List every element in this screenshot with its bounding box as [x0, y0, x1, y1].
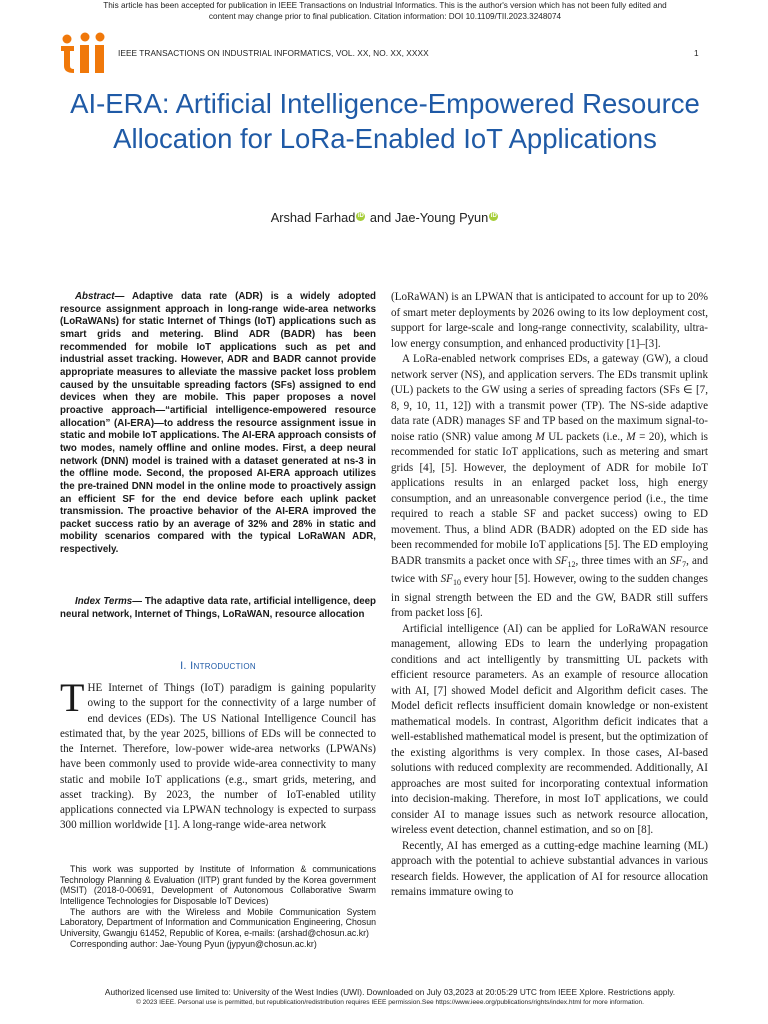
math-var: SF: [440, 573, 453, 586]
math-sub: 10: [452, 578, 461, 588]
author-list: [130, 210, 640, 225]
math-var: M: [626, 430, 636, 443]
body-text: A LoRa-enabled network comprises EDs, a gateway (GW), a cloud network server (NS), and application servers. The EDs transmit uplink (UL) packets to the GW using a series of spreading factors (SFs ∈ [7, 8, 9, 10, 11, 12]) with a transmit power (TP). The NS-side adaptive data rate (ADR) manages SF and TP based on the maximum signal-to-noise ratio (SNR) value among: [391, 353, 708, 443]
license-notice: [40, 987, 740, 1008]
math-var: SF: [669, 554, 683, 567]
section-heading: [60, 660, 376, 672]
abstract: [60, 291, 376, 557]
author-connector: and: [366, 210, 395, 225]
math-sub: 7: [682, 559, 687, 569]
section-title: Introduction: [190, 660, 256, 672]
section-number: I.: [180, 660, 187, 672]
author-second: Jae-Young Pyun: [394, 210, 489, 225]
paper-title: AI-ERA: Artificial Intelligence-Empowered Resource Allocation for LoRa-Enabled IoT Applications: [70, 88, 700, 154]
top-notice: [90, 0, 680, 22]
abstract-lead: Abstract: [75, 291, 115, 302]
orcid-icon[interactable]: iD: [490, 213, 497, 219]
index-terms-text: — The adaptive data rate, artificial intelligence, deep neural network, Internet of Things, LoRaWAN, resource allocation: [60, 596, 377, 620]
math-var: M: [535, 430, 545, 443]
license-line2[interactable]: © 2023 IEEE. Personal use is permitted, but republication/redistribution requires IEEE permission.See https://www.ieee.org/publications/rights/index.html for more information.: [135, 999, 645, 1006]
page-number: 1: [694, 48, 699, 58]
author-first: Arshad Farhad: [270, 210, 356, 225]
footnote-corresponding: Corresponding author: Jae-Young Pyun (jypyun@chosun.ac.kr): [70, 938, 317, 949]
math-sub: 12: [567, 559, 576, 569]
index-terms-lead: Index Terms: [75, 596, 133, 607]
body-text: , three times with an: [575, 554, 670, 567]
tii-logo: [58, 32, 108, 74]
body-text: , and twice with: [391, 554, 708, 586]
math-var: SF: [555, 554, 568, 567]
orcid-icon[interactable]: iD: [357, 213, 364, 219]
body-paragraph: [391, 352, 708, 622]
footnote-funding: This work was supported by Institute of Information & communications Technology Planning & Evaluation (IITP) grant funded by the Korea government (MSIT) (2018-0-00691, Development of Autonomous Collaborative Swarm Intelligence Technologies for Disposable IoT Devices): [60, 864, 376, 906]
right-column: [391, 290, 708, 901]
body-paragraph: Recently, AI has emerged as a cutting-edge machine learning (ML) approach with the potential to achieve substantial advances in various research fields. However, the application of AI for resource allocation remains immature owing to: [391, 839, 708, 899]
footnote-affiliation: The authors are with the Wireless and Mobile Communication System Laboratory, Department of Information and Communication Engineering, Chosun University, Gwangju 61452, Republic of Korea, e-mails: (arshad@chosun.ac.kr): [60, 906, 376, 938]
top-notice-line1: This article has been accepted for publication in IEEE Transactions on Industrial Informatics. This is the author's version which has not been fully edited and: [103, 1, 667, 10]
intro-paragraph: [60, 675, 376, 834]
body-paragraph: Artificial intelligence (AI) can be applied for LoRaWAN resource management, allowing EDs to learn the underlying propagation conditions and act intelligently by transmitting UL packets with efficient resource parameters. As an example of resource allocation with AI, [7] showed Model deficit and Algorithm deficit cases. The Model deficit reflects insufficient domain knowledge or non-existent mathematical models. In contrast, Algorithm deficit indicates that a well-established mathematical model is present, but the optimization of the existing algorithms is very complex. In those cases, AI-based solutions with reduced complexity are recommended. Additionally, AI approaches are most suited for incorporating contextual information into decision-making. Therefore, in most IoT applications, we could consider AI to manage issues such as network resource allocation, wireless event detection, channel estimation, and so on [8].: [391, 622, 709, 837]
body-text: UL packets (i.e.,: [544, 430, 627, 443]
body-text: = 20), which is recommended for static IoT applications, such as metering and smart grids [4], [5]. However, the deployment of ADR for mobile IoT applications results in an enlarged packet loss, high energy consumption, and an unreasonable convergence period (i.e., the time required to reach a stable SF and packet success) owing to ED movement. Thus, a blind ADR (BADR) adopted on the ED side has been recommended for mobile IoT applications [5]. The ED employing BADR transmits a packet once with: [391, 430, 708, 567]
top-notice-line2: content may change prior to final publication. Citation information: DOI 10.1109/TII.2023.3248074: [208, 12, 562, 21]
footnotes: [60, 864, 376, 949]
drop-cap: T: [60, 675, 85, 720]
index-terms: [60, 596, 376, 621]
body-text: every hour [5]. However, owing to the sudden changes in signal strength between the ED and the GW, BADR still suffers from packet loss [6].: [391, 573, 708, 620]
journal-header: IEEE TRANSACTIONS ON INDUSTRIAL INFORMATICS, VOL. XX, NO. XX, XXXX: [118, 48, 429, 58]
body-paragraph: (LoRaWAN) is an LPWAN that is anticipated to account for up to 20% of smart meter deployments by 2026 owing to its low deployment cost, support for large-scale and long-range connectivity, scalability, ultra-low energy consumption, and enhanced productivity [1]–[3].: [391, 291, 708, 350]
license-line1: Authorized licensed use limited to: University of the West Indies (UWI). Downloaded on July 03,2023 at 20:05:29 UTC from IEEE Xplore. Restrictions apply.: [104, 987, 676, 997]
intro-text: HE Internet of Things (IoT) paradigm is gaining popularity owing to the support for the connectivity of a large number of end devices (EDs). The US National Intelligence Council has estimated that, by the year 2025, billions of EDs will be connected to the Internet. Therefore, low-power wide-area networks (LPWANs) have been commonly used to provide wide-area connectivity to many static and mobile IoT applications (e.g., smart grids, metering, and asset tracking). By 2023, the number of IoT-enabled utility applications connected via LPWAN technology is expected to surpass 300 million worldwide [1]. A long-range wide-area network: [60, 682, 376, 832]
abstract-text: — Adaptive data rate (ADR) is a widely adopted resource assignment approach in long-range wide-area networks (LoRaWANs) for static Internet of Things (IoT) applications such as smart grids and metering. Blind ADR (BADR) has been recommended for mobile IoT applications such as pet and industrial asset tracking. However, ADR and BADR cannot provide appropriate measures to alleviate the massive packet loss problem caused by the unsuitable spreading factors (SFs) assigned to end devices when they are mobile. This paper proposes a novel proactive approach—“artificial intelligence-empowered resource allocation” (AI-ERA)—to address the resource assignment issue in static and mobile IoT applications. The AI-ERA approach consists of two modes, namely offline and online modes. First, a deep neural network (DNN) model is trained with a dataset generated at ns-3 in the offline mode. Second, the proposed AI-ERA approach utilizes the pre-trained DNN model in the online mode to proactively assign an efficient SF for the end device before each uplink packet transmission. The proactive behavior of the AI-ERA improved the packet success ratio by an average of 32% and 28% in static and mobility scenarios compared with the typical LoRaWAN ADR, respectively.: [60, 291, 376, 556]
